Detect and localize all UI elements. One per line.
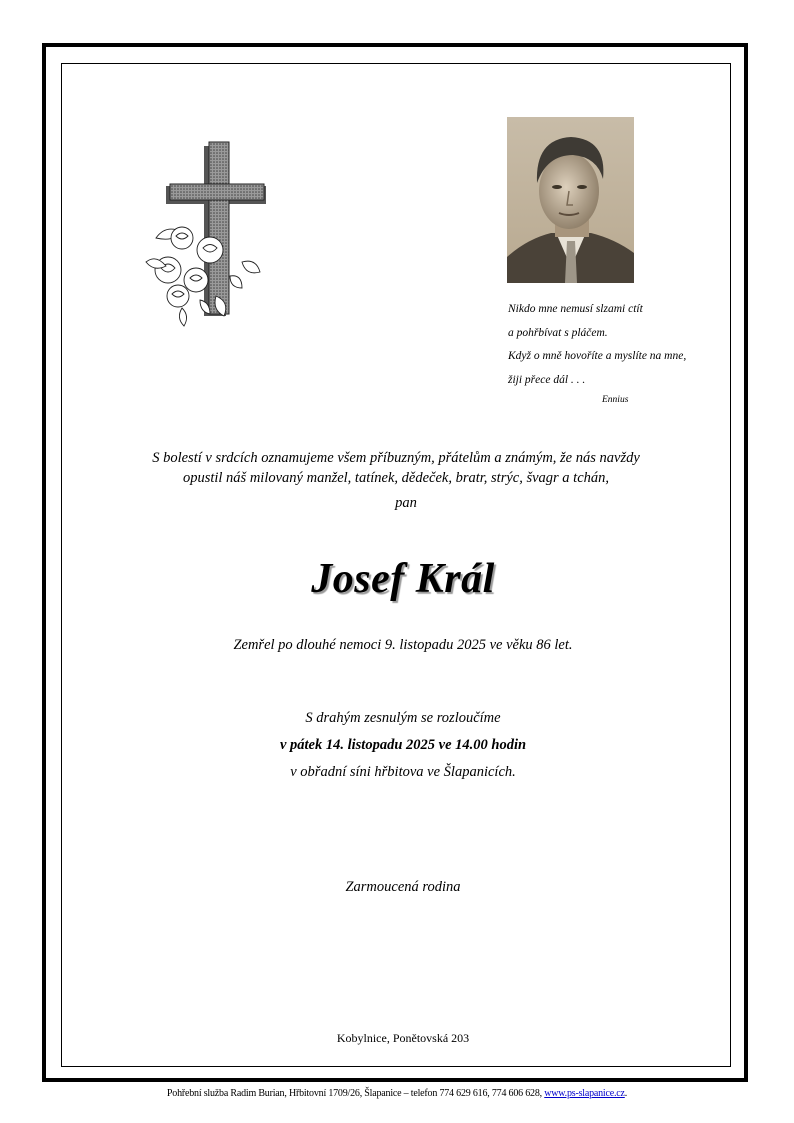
cross-with-roses-icon	[138, 140, 268, 330]
family-address: Kobylnice, Ponětovská 203	[336, 1031, 470, 1045]
deceased-name: Josef Král	[311, 556, 495, 602]
family-signature: Zarmoucená rodina	[345, 879, 461, 895]
announcement-line-2: opustil náš milovaný manžel, tatínek, dědeček, bratr, strýc, švagr a tchán,	[182, 470, 610, 486]
poem-line: Nikdo mne nemusí slzami ctít	[508, 303, 643, 315]
honorific: pan	[395, 495, 417, 511]
announcement-text	[61, 448, 731, 488]
footer-website-link[interactable]: www.ps-slapanice.cz	[544, 1088, 625, 1099]
footer-text: Pohřební služba Radim Burian, Hřbitovní 1709/26, Šlapanice – telefon 774 629 616, 774 606 628,	[166, 1088, 545, 1099]
poem-line: a pohřbívat s pláčem.	[508, 326, 608, 339]
farewell-details	[61, 705, 745, 786]
poem	[508, 298, 738, 407]
farewell-location: v obřadní síni hřbitova ve Šlapanicích.	[290, 764, 516, 780]
poem-author: Ennius	[602, 395, 629, 405]
funeral-service-footer	[0, 1088, 794, 1099]
footer-end: .	[624, 1088, 628, 1099]
poem-line: Když o mně hovoříte a myslíte na mne,	[508, 350, 687, 362]
farewell-line-1: S drahým zesnulým se rozloučíme	[305, 710, 501, 726]
announcement-line-1: S bolestí v srdcích oznamujeme všem příbuzným, přátelům a známým, že nás navždy	[152, 450, 640, 466]
poem-line: žiji přece dál . . .	[508, 373, 586, 386]
death-notice: Zemřel po dlouhé nemoci 9. listopadu 2025 ve věku 86 let.	[233, 637, 573, 653]
portrait-photo	[507, 117, 634, 283]
farewell-datetime: v pátek 14. listopadu 2025 ve 14.00 hodin	[279, 737, 527, 753]
